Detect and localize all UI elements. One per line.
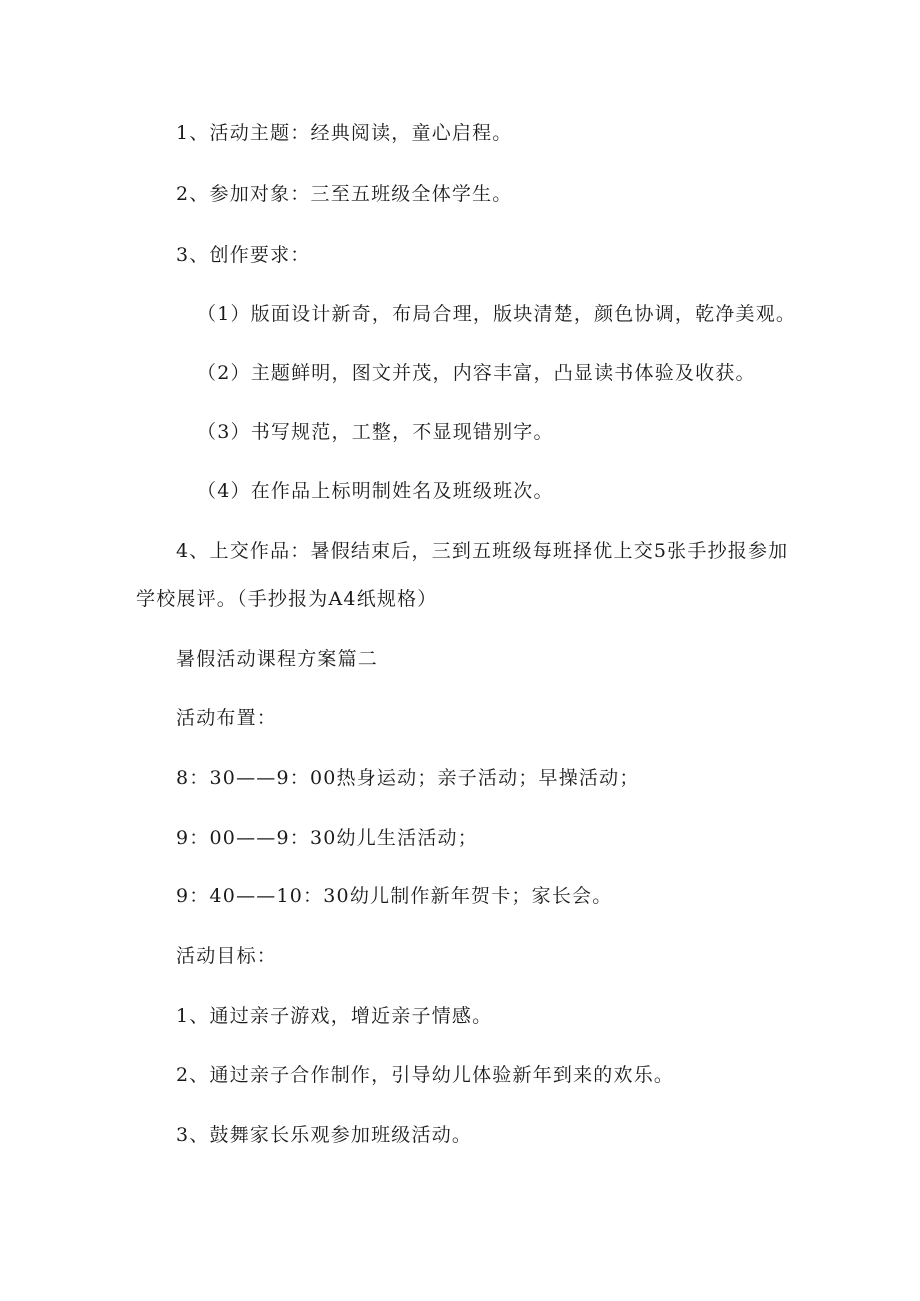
paragraph-goal-1: 1、通过亲子游戏，增近亲子情感。 bbox=[176, 1005, 493, 1027]
paragraph-schedule-1: 8：30——9：00热身运动；亲子活动；早操活动； bbox=[176, 767, 640, 789]
paragraph-requirement-2: （2）主题鲜明，图文并茂，内容丰富，凸显读书体验及收获。 bbox=[197, 362, 756, 384]
paragraph-goal-3: 3、鼓舞家长乐观参加班级活动。 bbox=[176, 1124, 473, 1146]
paragraph-schedule-heading: 活动布置： bbox=[176, 707, 278, 729]
paragraph-schedule-3: 9：40——10：30幼儿制作新年贺卡；家长会。 bbox=[176, 885, 613, 907]
paragraph-requirement-1: （1）版面设计新奇，布局合理，版块清楚，颜色协调，乾净美观。 bbox=[197, 303, 797, 325]
paragraph-requirement-3: （3）书写规范，工整，不显现错别字。 bbox=[197, 421, 554, 443]
paragraph-theme: 1、活动主题：经典阅读，童心启程。 bbox=[176, 122, 513, 144]
section-title: 暑假活动课程方案篇二 bbox=[176, 648, 379, 670]
paragraph-submission-continued: 学校展评。（手抄报为A4纸规格） bbox=[136, 588, 438, 610]
paragraph-requirements-heading: 3、创作要求： bbox=[176, 244, 311, 266]
paragraph-participants: 2、参加对象：三至五班级全体学生。 bbox=[176, 183, 513, 205]
paragraph-schedule-2: 9：00——9：30幼儿生活活动； bbox=[176, 827, 478, 849]
paragraph-goals-heading: 活动目标： bbox=[176, 945, 278, 967]
paragraph-submission: 4、上交作品：暑假结束后，三到五班级每班择优上交5张手抄报参加 bbox=[176, 540, 789, 562]
paragraph-requirement-4: （4）在作品上标明制姓名及班级班次。 bbox=[197, 480, 554, 502]
paragraph-goal-2: 2、通过亲子合作制作，引导幼儿体验新年到来的欢乐。 bbox=[176, 1064, 675, 1086]
